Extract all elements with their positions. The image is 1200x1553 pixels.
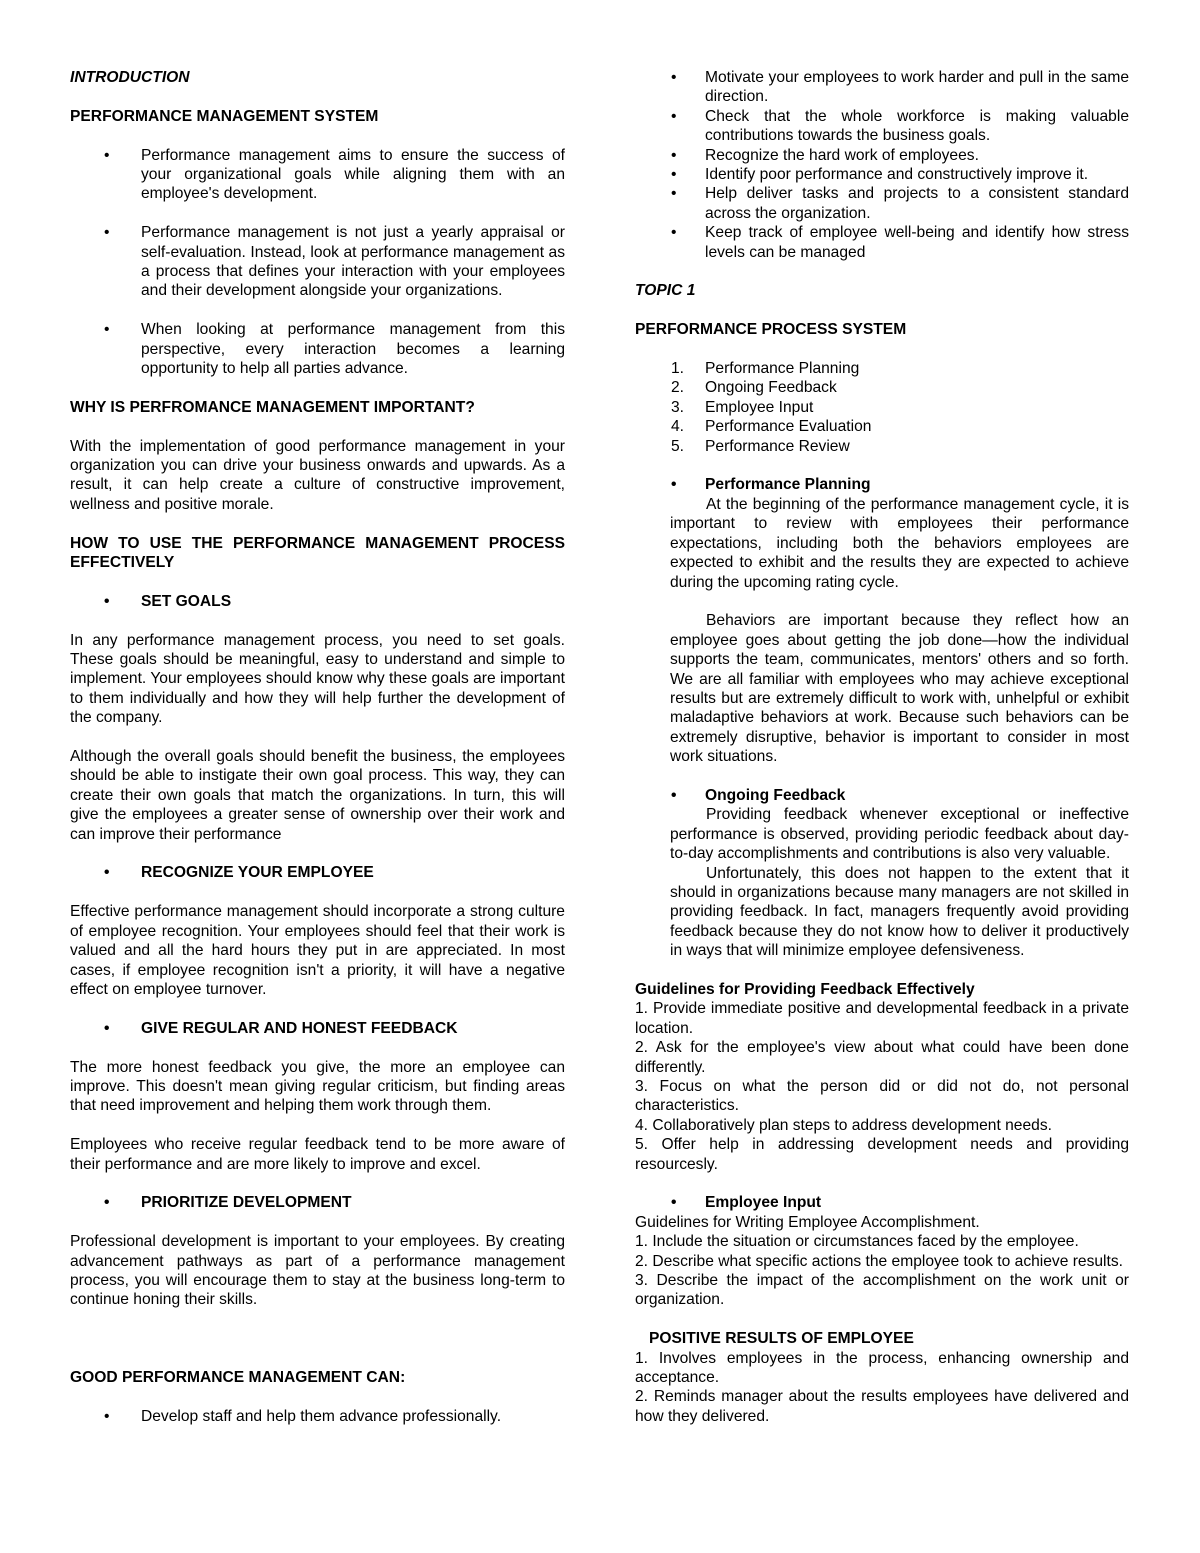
input-intro: Guidelines for Writing Employee Accomplishment. bbox=[635, 1213, 980, 1231]
step-number: 5. bbox=[671, 437, 685, 455]
ongoing-label: • Ongoing Feedback bbox=[635, 786, 1129, 805]
step-label: Employee Input bbox=[705, 398, 814, 416]
prioritize-list bbox=[70, 1193, 565, 1212]
list-item: • Performance management aims to ensure the success of your organizational goals while aligning them with an employee's development. bbox=[70, 146, 565, 204]
input-item: 3. Describe the impact of the accomplishment on the work unit or organization. bbox=[635, 1272, 1129, 1309]
step-label: Performance Review bbox=[705, 437, 850, 455]
pms-bullet-list-3 bbox=[70, 320, 565, 378]
process-steps-list bbox=[635, 359, 1129, 456]
recognize-list bbox=[70, 863, 565, 882]
how-heading: HOW TO USE THE PERFORMANCE MANAGEMENT PROCESS EFFECTIVELY bbox=[70, 534, 565, 572]
set-goals-paragraph-1: In any performance management process, you need to set goals. These goals should be meaningful, easy to understand and simple to implement. Your employees should know why these goals are important to them individually and how they will help further the development of the company. bbox=[70, 631, 565, 727]
step-label: Ongoing Feedback bbox=[705, 379, 837, 397]
pps-heading: PERFORMANCE PROCESS SYSTEM bbox=[635, 321, 907, 339]
guideline-item: 2. Ask for the employee's view about what could have been done differently. bbox=[635, 1039, 1129, 1076]
step-number: 1. bbox=[671, 360, 685, 378]
planning-paragraph-1: At the beginning of the performance management cycle, it is important to review with employees their performance expectations, including both the behaviors employees are expected to exhibit and the results they are expected to achieve during the upcoming rating cycle. bbox=[670, 495, 1129, 591]
list-item: • Help deliver tasks and projects to a consistent standard across the organization. bbox=[635, 184, 1129, 223]
good-bullet-list bbox=[635, 68, 1129, 262]
planning-block bbox=[635, 495, 1129, 767]
list-item bbox=[635, 437, 1129, 456]
pms-heading: PERFORMANCE MANAGEMENT SYSTEM bbox=[70, 107, 379, 125]
feedback-label: • GIVE REGULAR AND HONEST FEEDBACK bbox=[70, 1019, 565, 1038]
feedback-list bbox=[70, 1019, 565, 1038]
recognize-paragraph: Effective performance management should incorporate a strong culture of employee recognition. Your employees should feel that their work is valued and all the hard hours they put in are appreciated. In most cases, if employee recognition isn't a priority, it will have a negative effect on employee turnover. bbox=[70, 903, 565, 998]
positive-heading: POSITIVE RESULTS OF EMPLOYEE bbox=[649, 1330, 914, 1348]
planning-paragraph-2: Behaviors are important because they reflect how an employee goes about getting the job done—how the individual supports the team, communicates, mentors' others and so forth. We are all familiar with employees who may achieve exceptional results but are extremely difficult to work with, unhelpful or exhibit maladaptive behaviors at work. Because such behaviors can be extremely disruptive, behavior is important to consider in most work situations. bbox=[670, 612, 1129, 766]
list-item bbox=[635, 378, 1129, 397]
recognize-label: • RECOGNIZE YOUR EMPLOYEE bbox=[70, 863, 565, 882]
set-goals-list bbox=[70, 592, 565, 611]
good-list-start bbox=[70, 1407, 565, 1426]
set-goals-label: • SET GOALS bbox=[70, 592, 565, 611]
prioritize-paragraph: Professional development is important to your employees. By creating advancement pathways as part of a performance management process, you will encourage them to stay at the business long-term to continue honing their skills. bbox=[70, 1233, 565, 1309]
right-column bbox=[635, 68, 1129, 1426]
list-item: • Identify poor performance and constructively improve it. bbox=[635, 165, 1129, 184]
set-goals-paragraph-2: Although the overall goals should benefit the business, the employees should be able to instigate their own goal process. This way, they can create their own goals that match the organizations. In turn, this will give the employees a greater sense of ownership over their work and can improve their performance bbox=[70, 748, 565, 843]
guideline-item: 5. Offer help in addressing development needs and providing resourcesly. bbox=[635, 1136, 1129, 1173]
guideline-item: 4. Collaboratively plan steps to address development needs. bbox=[635, 1116, 1052, 1134]
step-label: Performance Planning bbox=[705, 360, 860, 378]
topic-heading: TOPIC 1 bbox=[635, 282, 696, 300]
prioritize-label: • PRIORITIZE DEVELOPMENT bbox=[70, 1193, 565, 1212]
step-number: 3. bbox=[671, 398, 685, 416]
list-item: • Check that the whole workforce is making valuable contributions towards the business goals. bbox=[635, 107, 1129, 146]
feedback-paragraph-1: The more honest feedback you give, the more an employee can improve. This doesn't mean giving regular criticism, but finding areas that need improvement and helping them work through them. bbox=[70, 1058, 565, 1115]
positive-item: 1. Involves employees in the process, enhancing ownership and acceptance. bbox=[635, 1349, 1129, 1387]
ongoing-paragraph-1: Providing feedback whenever exceptional or ineffective performance is observed, providing periodic feedback about day-to-day accomplishments and contributions is also very valuable. bbox=[670, 806, 1129, 863]
guideline-item: 1. Provide immediate positive and developmental feedback in a private location. bbox=[635, 1000, 1129, 1037]
input-item: 1. Include the situation or circumstances faced by the employee. bbox=[635, 1233, 1079, 1251]
why-heading: WHY IS PERFROMANCE MANAGEMENT IMPORTANT? bbox=[70, 398, 475, 416]
pms-bullet-list bbox=[70, 146, 565, 204]
positive-item: 2. Reminds manager about the results employees have delivered and how they delivered. bbox=[635, 1388, 1129, 1425]
list-item bbox=[635, 398, 1129, 417]
list-item: • Develop staff and help them advance professionally. bbox=[70, 1407, 565, 1426]
list-item: • Recognize the hard work of employees. bbox=[635, 146, 1129, 165]
list-item: • Motivate your employees to work harder and pull in the same direction. bbox=[635, 68, 1129, 107]
step-label: Performance Evaluation bbox=[705, 418, 872, 436]
guideline-item: 3. Focus on what the person did or did not do, not personal characteristics. bbox=[635, 1078, 1129, 1115]
why-paragraph: With the implementation of good performance management in your organization you can drive your business onwards and upwards. As a result, it can help create a culture of constructive improvement, wellness and positive morale. bbox=[70, 437, 565, 513]
guidelines-heading: Guidelines for Providing Feedback Effectively bbox=[635, 980, 975, 998]
introduction-heading: INTRODUCTION bbox=[70, 69, 190, 86]
step-number: 2. bbox=[671, 379, 685, 397]
list-item: • When looking at performance management from this perspective, every interaction becomes a learning opportunity to help all parties advance. bbox=[70, 320, 565, 378]
list-item bbox=[635, 417, 1129, 436]
list-item bbox=[635, 359, 1129, 378]
feedback-paragraph-2: Employees who receive regular feedback tend to be more aware of their performance and are more likely to improve and excel. bbox=[70, 1136, 565, 1173]
ongoing-block bbox=[635, 805, 1129, 960]
input-item: 2. Describe what specific actions the employee took to achieve results. bbox=[635, 1252, 1123, 1270]
ongoing-paragraph-2: Unfortunately, this does not happen to the extent that it should in organizations because many managers are not skilled in providing feedback. In fact, managers frequently avoid providing feedback because they do not know how to deliver it productively in ways that will minimize employee defensiveness. bbox=[670, 864, 1129, 960]
pms-bullet-list-2 bbox=[70, 223, 565, 301]
list-item: • Performance management is not just a yearly appraisal or self-evaluation. Instead, look at performance management as a process that defines your interaction with your employees and their development alongside your organizations. bbox=[70, 223, 565, 301]
list-item: • Keep track of employee well-being and identify how stress levels can be managed bbox=[635, 223, 1129, 262]
planning-label: • Performance Planning bbox=[635, 475, 1129, 494]
step-number: 4. bbox=[671, 418, 685, 436]
good-heading: GOOD PERFORMANCE MANAGEMENT CAN: bbox=[70, 1368, 406, 1386]
left-column bbox=[70, 68, 565, 1426]
input-label: • Employee Input bbox=[635, 1193, 1129, 1212]
